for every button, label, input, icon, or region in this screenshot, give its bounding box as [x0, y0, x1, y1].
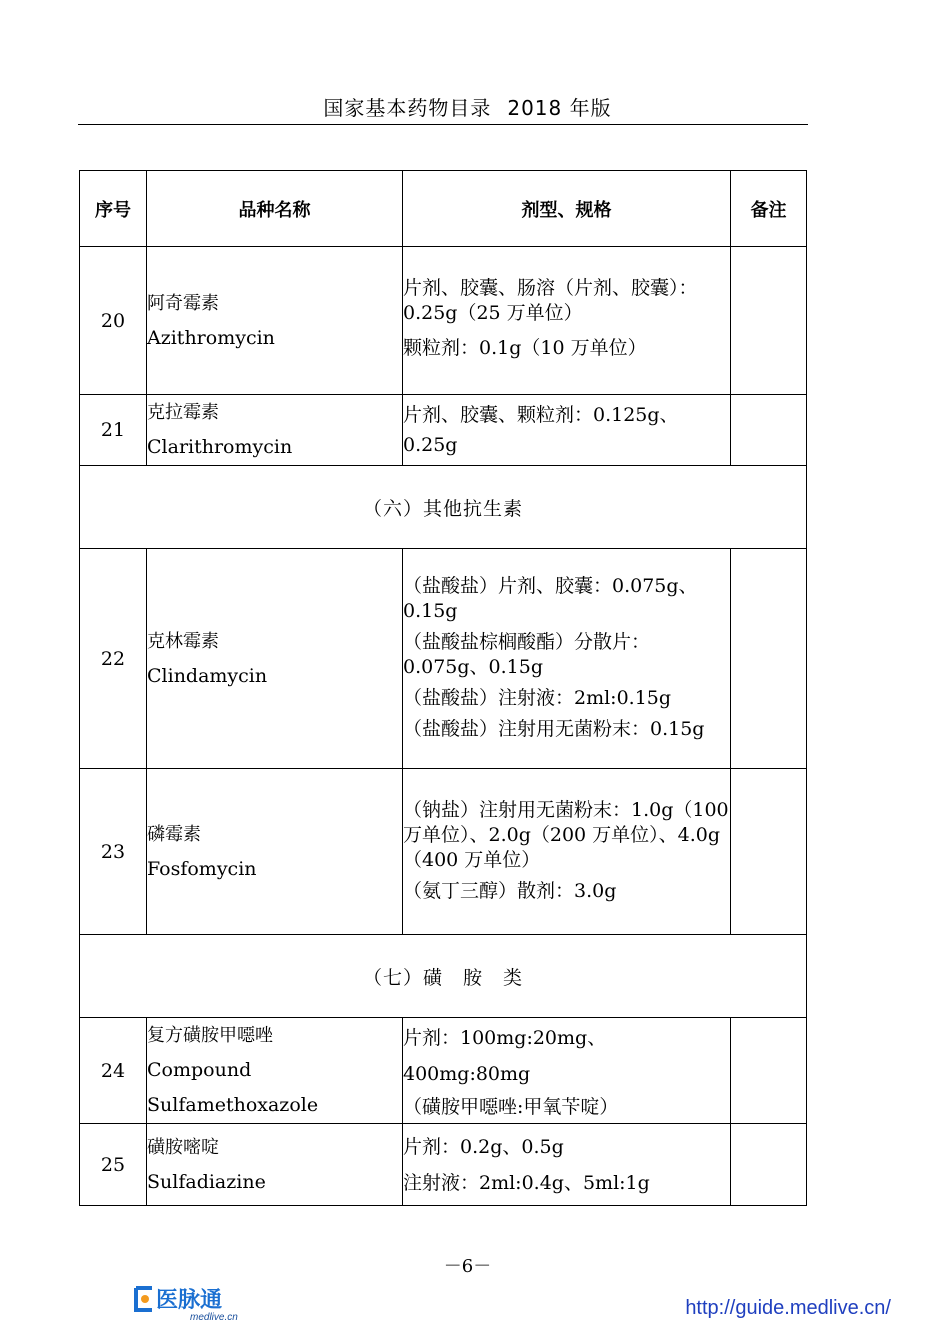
table-header-row [80, 171, 807, 247]
row-number: 20 [80, 247, 147, 395]
drug-spec [403, 1018, 731, 1124]
spec-line: 片剂：0.2g、0.5g [403, 1135, 564, 1158]
spec-line: 片剂、胶囊、肠溶（片剂、胶囊）：0.25g（25 万单位） [403, 277, 698, 324]
header-title: 国家基本药物目录 [323, 96, 492, 120]
drug-name [147, 247, 403, 395]
drug-name-cn: 磷霉素 [147, 823, 201, 845]
column-header-name: 品种名称 [147, 171, 403, 247]
table-row [80, 1124, 807, 1206]
drug-note [731, 1124, 807, 1206]
header-edition: 2018 年版 [507, 96, 612, 120]
drug-name [147, 395, 403, 466]
row-number: 21 [80, 395, 147, 466]
section-title: （七）磺 胺 类 [80, 935, 807, 1018]
drug-note [731, 549, 807, 769]
drug-name [147, 549, 403, 769]
header-rule [78, 124, 808, 125]
medlive-logo [134, 1284, 244, 1324]
drug-name-en: Sulfadiazine [147, 1170, 266, 1193]
drug-name [147, 769, 403, 935]
drug-name-cn: 复方磺胺甲噁唑 [147, 1025, 273, 1046]
logo-text: 医脉通 [156, 1288, 223, 1313]
page-number: －6－ [443, 1256, 492, 1277]
drug-name [147, 1124, 403, 1206]
spec-line: （盐酸盐棕榈酸酯）分散片：0.075g、0.15g [403, 630, 651, 678]
spec-line: （氨丁三醇）散剂：3.0g [403, 879, 617, 902]
drug-note [731, 395, 807, 466]
spec-line: 注射液：2ml:0.4g、5ml:1g [403, 1171, 650, 1194]
section-title: （六）其他抗生素 [80, 466, 807, 549]
row-number: 24 [80, 1018, 147, 1124]
drug-name-en: Clindamycin [147, 664, 268, 687]
section-row [80, 935, 807, 1018]
table-row [80, 1018, 807, 1124]
column-header-note: 备注 [731, 171, 807, 247]
spec-line: 颗粒剂：0.1g（10 万单位） [403, 337, 647, 359]
spec-line: 片剂：100mg:20mg、400mg:80mg [403, 1026, 607, 1085]
column-header-no: 序号 [80, 171, 147, 247]
spec-line: （钠盐）注射用无菌粉末：1.0g（100 万单位）、2.0g（200 万单位）、4.0g（400 万单位） [403, 798, 729, 871]
site-url-link[interactable]: http://guide.medlive.cn/ [685, 1297, 891, 1319]
medlive-logo-icon [134, 1284, 244, 1314]
drug-name-en: Clarithromycin [147, 436, 293, 458]
drug-name [147, 1018, 403, 1124]
drug-name-en: Compound [147, 1059, 252, 1081]
table-row [80, 769, 807, 935]
drug-spec [403, 769, 731, 935]
row-number: 23 [80, 769, 147, 935]
drug-spec [403, 395, 731, 466]
drug-name-cn: 克林霉素 [147, 630, 219, 652]
drug-name-en: Fosfomycin [147, 857, 257, 880]
table-row [80, 247, 807, 395]
spec-line: （盐酸盐）注射用无菌粉末：0.15g [403, 717, 705, 740]
drug-spec [403, 247, 731, 395]
drug-table [79, 170, 807, 1206]
section-row [80, 466, 807, 549]
row-number: 22 [80, 549, 147, 769]
drug-name-cn: 磺胺嘧啶 [147, 1136, 219, 1158]
spec-line: （磺胺甲噁唑:甲氧苄啶） [403, 1095, 619, 1118]
drug-name-cn: 阿奇霉素 [147, 292, 219, 314]
table-row [80, 395, 807, 466]
drug-name-en: Azithromycin [147, 326, 275, 349]
drug-spec [403, 549, 731, 769]
drug-spec [403, 1124, 731, 1206]
table-row [80, 549, 807, 769]
drug-note [731, 769, 807, 935]
column-header-spec: 剂型、规格 [403, 171, 731, 247]
drug-note [731, 1018, 807, 1124]
drug-name-en: Sulfamethoxazole [147, 1094, 319, 1116]
logo-subtext: medlive.cn [190, 1312, 238, 1323]
row-number: 25 [80, 1124, 147, 1206]
drug-note [731, 247, 807, 395]
page-header [0, 92, 935, 121]
spec-line: 片剂、胶囊、颗粒剂：0.125g、0.25g [403, 404, 679, 456]
drug-name-cn: 克拉霉素 [147, 402, 219, 423]
spec-line: （盐酸盐）注射液：2ml:0.15g [403, 686, 672, 709]
spec-line: （盐酸盐）片剂、胶囊：0.075g、0.15g [403, 574, 698, 622]
